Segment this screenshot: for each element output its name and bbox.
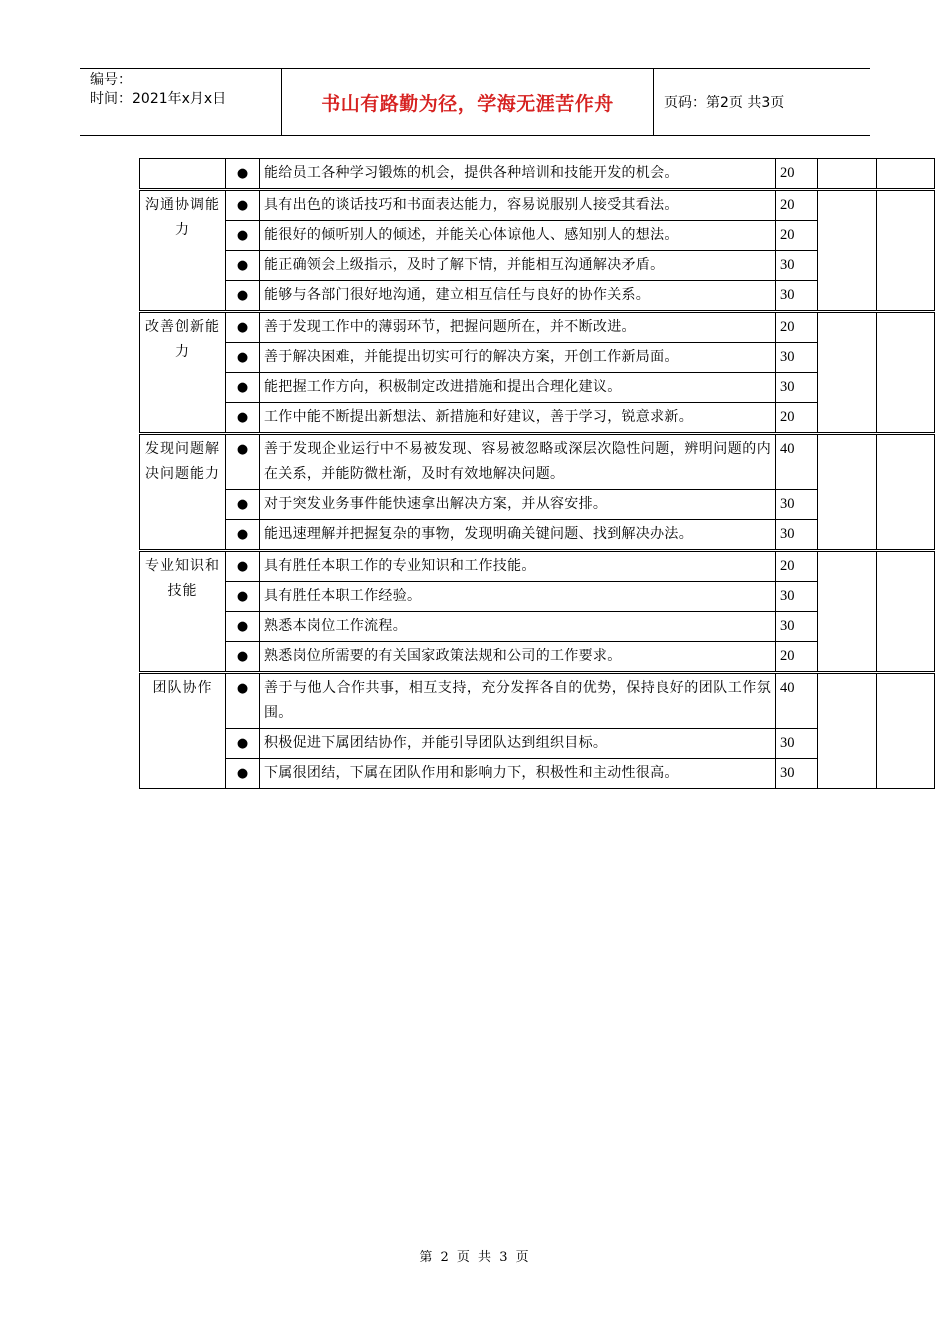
criterion-text: 善于发现工作中的薄弱环节，把握问题所在，并不断改进。 (260, 312, 776, 343)
bullet-icon: ● (226, 520, 260, 551)
bullet-icon: ● (226, 312, 260, 343)
evaluation-table (139, 158, 935, 789)
criterion-text: 熟悉岗位所需要的有关国家政策法规和公司的工作要求。 (260, 642, 776, 673)
score-cell: 20 (776, 403, 818, 434)
category-communication: 沟通协调能力 (140, 190, 226, 312)
blank-cell (877, 551, 935, 673)
bullet-icon: ● (226, 251, 260, 281)
criterion-text: 善于解决困难，并能提出切实可行的解决方案，开创工作新局面。 (260, 343, 776, 373)
category-teamwork: 团队协作 (140, 673, 226, 789)
page-header (80, 68, 870, 136)
bullet-icon: ● (226, 673, 260, 729)
score-cell: 20 (776, 221, 818, 251)
table-row (140, 642, 935, 673)
table-row (140, 551, 935, 582)
bullet-icon: ● (226, 434, 260, 490)
bullet-icon: ● (226, 221, 260, 251)
category-cell (140, 159, 226, 190)
score-cell: 30 (776, 612, 818, 642)
table-row (140, 251, 935, 281)
bullet-icon: ● (226, 642, 260, 673)
criterion-text: 能迅速理解并把握复杂的事物，发现明确关键问题、找到解决办法。 (260, 520, 776, 551)
score-cell: 40 (776, 434, 818, 490)
bullet-icon: ● (226, 373, 260, 403)
bullet-icon: ● (226, 159, 260, 190)
table-row (140, 281, 935, 312)
bullet-icon: ● (226, 190, 260, 221)
bullet-icon: ● (226, 729, 260, 759)
score-cell: 20 (776, 312, 818, 343)
table-row (140, 490, 935, 520)
table-row (140, 312, 935, 343)
category-professional-skills: 专业知识和技能 (140, 551, 226, 673)
bullet-icon: ● (226, 551, 260, 582)
table-row (140, 221, 935, 251)
criterion-text: 能把握工作方向，积极制定改进措施和提出合理化建议。 (260, 373, 776, 403)
table-row (140, 520, 935, 551)
score-cell: 30 (776, 343, 818, 373)
score-cell: 30 (776, 251, 818, 281)
blank-cell (877, 190, 935, 312)
blank-cell (818, 312, 877, 434)
table-row (140, 373, 935, 403)
document-date-label: 时间：2021年x月x日 (90, 91, 227, 107)
score-cell: 30 (776, 373, 818, 403)
blank-cell (877, 312, 935, 434)
bullet-icon: ● (226, 582, 260, 612)
blank-cell (818, 190, 877, 312)
score-cell: 30 (776, 490, 818, 520)
blank-cell (818, 551, 877, 673)
blank-cell (818, 673, 877, 789)
table-row (140, 759, 935, 789)
criterion-text: 善于发现企业运行中不易被发现、容易被忽略或深层次隐性问题，辨明问题的内在关系，并能防微杜渐，及时有效地解决问题。 (260, 434, 776, 490)
header-page-label: 页码：第2页 共3页 (664, 95, 785, 111)
table-row (140, 190, 935, 221)
score-cell: 30 (776, 759, 818, 789)
table-row (140, 434, 935, 490)
score-cell: 30 (776, 582, 818, 612)
criterion-text: 工作中能不断提出新想法、新措施和好建议，善于学习，锐意求新。 (260, 403, 776, 434)
bullet-icon: ● (226, 759, 260, 789)
criterion-text: 善于与他人合作共事，相互支持，充分发挥各自的优势，保持良好的团队工作氛围。 (260, 673, 776, 729)
page-footer: 第 2 页 共 3 页 (419, 1250, 531, 1265)
bullet-icon: ● (226, 343, 260, 373)
criterion-text: 能够与各部门很好地沟通，建立相互信任与良好的协作关系。 (260, 281, 776, 312)
blank-cell (877, 673, 935, 789)
category-innovation: 改善创新能力 (140, 312, 226, 434)
table-row (140, 582, 935, 612)
score-cell: 20 (776, 159, 818, 190)
criterion-text: 具有胜任本职工作经验。 (260, 582, 776, 612)
bullet-icon: ● (226, 403, 260, 434)
table-row (140, 403, 935, 434)
score-cell: 20 (776, 551, 818, 582)
criterion-text: 能正确领会上级指示，及时了解下情，并能相互沟通解决矛盾。 (260, 251, 776, 281)
criterion-text: 下属很团结，下属在团队作用和影响力下，积极性和主动性很高。 (260, 759, 776, 789)
category-problem-solving: 发现问题解决问题能力 (140, 434, 226, 551)
score-cell: 30 (776, 520, 818, 551)
criterion-text: 具有出色的谈话技巧和书面表达能力，容易说服别人接受其看法。 (260, 190, 776, 221)
criterion-text: 对于突发业务事件能快速拿出解决方案，并从容安排。 (260, 490, 776, 520)
score-cell: 20 (776, 642, 818, 673)
header-info (80, 69, 282, 135)
table-row (140, 729, 935, 759)
table-row (140, 343, 935, 373)
blank-cell (877, 434, 935, 551)
criterion-text: 积极促进下属团结协作，并能引导团队达到组织目标。 (260, 729, 776, 759)
criterion-text: 能很好的倾听别人的倾述，并能关心体谅他人、感知别人的想法。 (260, 221, 776, 251)
blank-cell (818, 159, 877, 190)
criterion-text: 熟悉本岗位工作流程。 (260, 612, 776, 642)
document-number-label: 编号： (90, 72, 132, 88)
criterion-text: 能给员工各种学习锻炼的机会，提供各种培训和技能开发的机会。 (260, 159, 776, 190)
header-motto: 书山有路勤为径，学海无涯苦作舟 (282, 69, 654, 135)
bullet-icon: ● (226, 612, 260, 642)
bullet-icon: ● (226, 490, 260, 520)
blank-cell (877, 159, 935, 190)
table-row (140, 673, 935, 729)
score-cell: 30 (776, 729, 818, 759)
score-cell: 30 (776, 281, 818, 312)
score-cell: 40 (776, 673, 818, 729)
criterion-text: 具有胜任本职工作的专业知识和工作技能。 (260, 551, 776, 582)
blank-cell (818, 434, 877, 551)
table-row (140, 159, 935, 190)
bullet-icon: ● (226, 281, 260, 312)
table-row (140, 612, 935, 642)
score-cell: 20 (776, 190, 818, 221)
